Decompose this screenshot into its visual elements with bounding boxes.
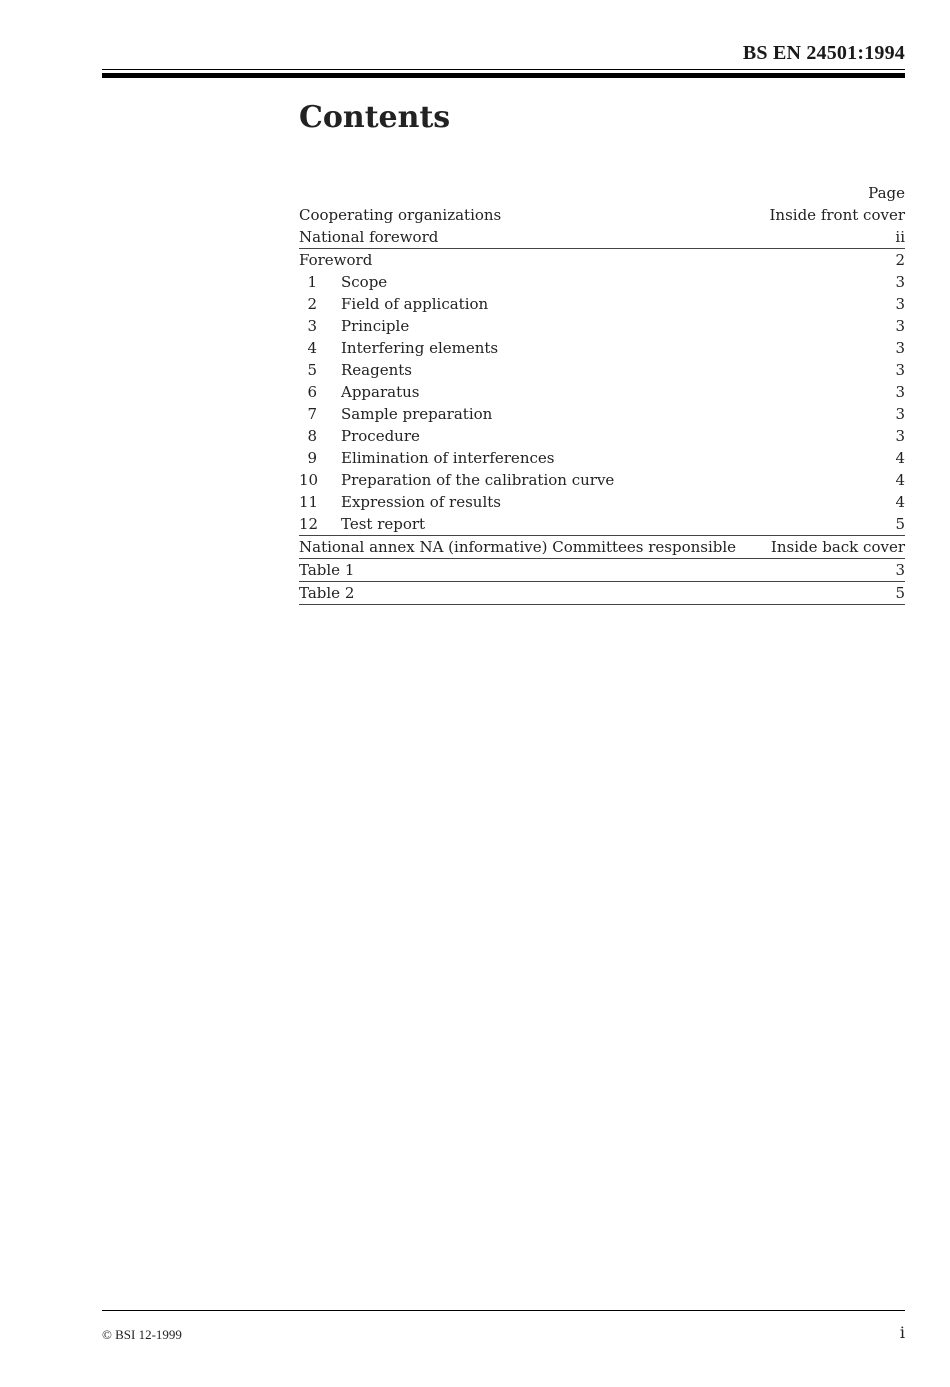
section-title: Test report bbox=[341, 515, 426, 533]
toc-entry-national-foreword[interactable] bbox=[299, 226, 905, 249]
toc-section-4[interactable] bbox=[299, 337, 905, 359]
section-page: 3 bbox=[895, 317, 905, 335]
section-page: 3 bbox=[895, 273, 905, 291]
section-number: 1 bbox=[307, 273, 317, 291]
section-page: 3 bbox=[895, 405, 905, 423]
section-title: Field of application bbox=[341, 295, 489, 313]
section-number: 5 bbox=[307, 361, 317, 379]
section-number: 2 bbox=[307, 295, 317, 313]
section-number: 9 bbox=[307, 449, 317, 467]
toc-entry-page: ii bbox=[895, 228, 905, 246]
toc-entry-page: Inside back cover bbox=[770, 538, 905, 556]
header-rule-thin bbox=[102, 69, 905, 70]
toc-entry-title: National annex NA (informative) Committees responsible bbox=[299, 538, 737, 556]
toc-entry-page: 3 bbox=[895, 561, 905, 579]
toc-section-1[interactable] bbox=[299, 271, 905, 293]
toc-entry-title: National foreword bbox=[299, 228, 439, 246]
footer-rule bbox=[102, 1310, 905, 1311]
toc-entry-page: 5 bbox=[895, 584, 905, 602]
page-number: i bbox=[899, 1323, 905, 1342]
section-page: 3 bbox=[895, 361, 905, 379]
toc-section-5[interactable] bbox=[299, 359, 905, 381]
toc-entry-table-1[interactable] bbox=[299, 559, 905, 582]
toc-section-8[interactable] bbox=[299, 425, 905, 447]
toc-page-heading-row bbox=[299, 182, 905, 204]
toc-entry-title: Table 1 bbox=[299, 561, 355, 579]
section-number: 12 bbox=[299, 515, 319, 533]
toc-entry-title: Foreword bbox=[299, 251, 373, 269]
toc-entry-cooperating-organizations[interactable] bbox=[299, 204, 905, 226]
section-number: 10 bbox=[299, 471, 319, 489]
toc-section-2[interactable] bbox=[299, 293, 905, 315]
section-title: Reagents bbox=[341, 361, 412, 379]
toc-entry-page: 2 bbox=[895, 251, 905, 269]
section-number: 4 bbox=[307, 339, 317, 357]
toc-entry-title: Cooperating organizations bbox=[299, 206, 502, 224]
section-number: 11 bbox=[299, 493, 319, 511]
toc-entry-page: Inside front cover bbox=[769, 206, 905, 224]
section-page: 3 bbox=[895, 295, 905, 313]
toc-section-12[interactable] bbox=[299, 513, 905, 536]
section-page: 3 bbox=[895, 427, 905, 445]
toc-entry-title: Table 2 bbox=[299, 584, 355, 602]
section-title: Sample preparation bbox=[341, 405, 493, 423]
toc-section-7[interactable] bbox=[299, 403, 905, 425]
section-title: Interfering elements bbox=[341, 339, 499, 357]
section-page: 4 bbox=[895, 493, 905, 511]
section-page: 4 bbox=[895, 471, 905, 489]
toc-entry-foreword[interactable] bbox=[299, 249, 905, 271]
section-title: Expression of results bbox=[341, 493, 501, 511]
section-number: 7 bbox=[307, 405, 317, 423]
section-page: 3 bbox=[895, 339, 905, 357]
toc-section-9[interactable] bbox=[299, 447, 905, 469]
section-title: Scope bbox=[341, 273, 388, 291]
section-page: 5 bbox=[895, 515, 905, 533]
section-title: Elimination of interferences bbox=[341, 449, 555, 467]
page-title: Contents bbox=[299, 100, 451, 135]
section-title: Preparation of the calibration curve bbox=[341, 471, 615, 489]
section-page: 4 bbox=[895, 449, 905, 467]
toc-section-6[interactable] bbox=[299, 381, 905, 403]
table-of-contents bbox=[299, 182, 905, 605]
section-number: 6 bbox=[307, 383, 317, 401]
section-title: Principle bbox=[341, 317, 410, 335]
section-number: 3 bbox=[307, 317, 317, 335]
section-title: Apparatus bbox=[341, 383, 420, 401]
section-title: Procedure bbox=[341, 427, 420, 445]
toc-section-11[interactable] bbox=[299, 491, 905, 513]
section-page: 3 bbox=[895, 383, 905, 401]
document-id: BS EN 24501:1994 bbox=[742, 42, 905, 64]
toc-entry-table-2[interactable] bbox=[299, 582, 905, 605]
copyright-notice: © BSI 12-1999 bbox=[102, 1327, 182, 1342]
header-rule-thick bbox=[102, 73, 905, 78]
toc-section-10[interactable] bbox=[299, 469, 905, 491]
toc-entry-national-annex[interactable] bbox=[299, 536, 905, 559]
toc-section-3[interactable] bbox=[299, 315, 905, 337]
section-number: 8 bbox=[307, 427, 317, 445]
toc-page-heading: Page bbox=[868, 184, 905, 202]
